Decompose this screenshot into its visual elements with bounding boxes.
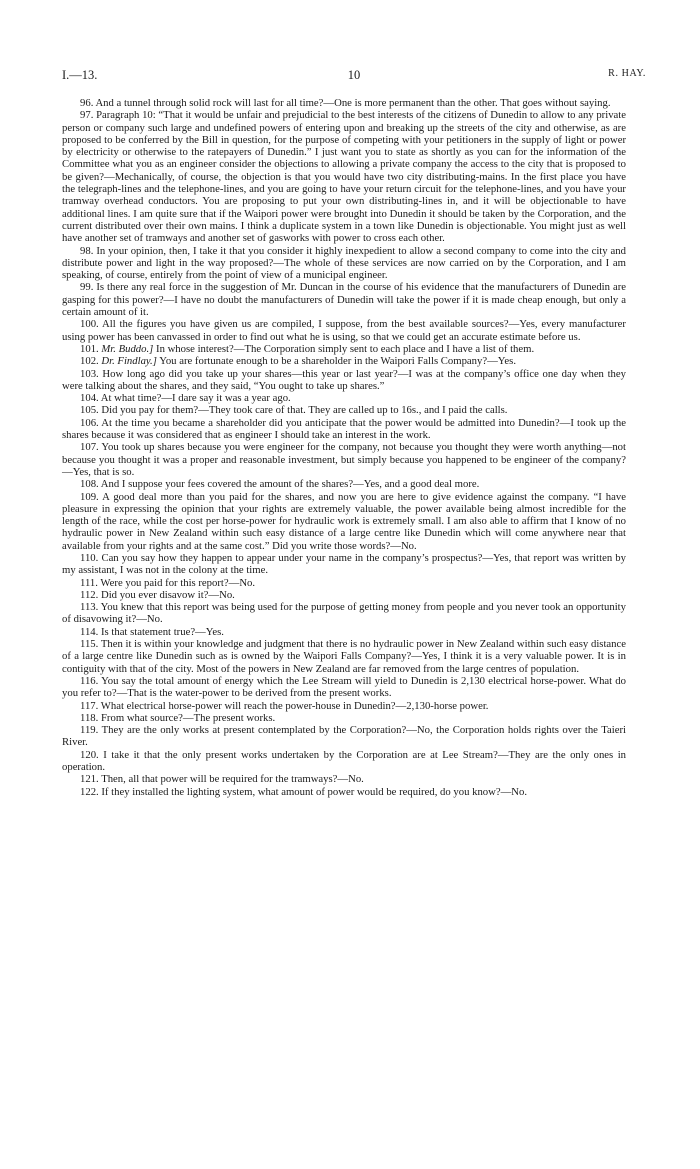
question-text: Paragraph 10: “That it would be unfair and prejudicial to the best interests of the citizens of Dunedin to allow to any private person or company such large and undefined powers of entering upon and breaking up the streets of the city and otherwise, as are proposed to be conferred by the Bill in question, for the purpose of competing with your petitioners in the supply of light or power by electricity or otherwise to the ratepayers of Dunedin.” I just want you to state as shortly as you can for the information of the Committee what you as an engineer consider the objections to allowing a private company the access to the city that is proposed to be given?—Mechanically, of course, the objection is that you would have two city distributing-mains. In the first place you have the telegraph-lines and the telephone-lines, and you are going to have your return circuit for the telephone-lines, and you have your tramway overhead conductors. You are proposing to put your own distributing-lines in, and it will be objectionable to have additional lines. I am quite sure that if the Waipori power were brought into Dunedin it should be taken by the Corporation, and the current distributed over their own mains. I think a duplicate system in a town like Dunedin is objectionable. You might just as well have another set of tramways and another set of gasworks with power to cross each other. [62, 109, 626, 245]
question-text: In whose interest?—The Corporation simply sent to each place and I have a list of them. [156, 342, 535, 355]
question-paragraph [62, 712, 626, 724]
question-paragraph [62, 318, 626, 343]
question-paragraph [62, 773, 626, 785]
question-text: Did you ever disavow it?—No. [100, 588, 235, 601]
question-text: You are fortunate enough to be a shareholder in the Waipori Falls Company?—Yes. [159, 355, 516, 368]
question-paragraph [62, 601, 626, 626]
question-number: 96. [80, 97, 94, 109]
question-number: 106. [80, 416, 99, 429]
question-paragraph [62, 441, 626, 478]
question-paragraph [62, 552, 626, 577]
question-text: From what source?—The present works. [100, 711, 276, 724]
question-number: 107. [80, 441, 99, 454]
question-text: I take it that the only present works undertaken by the Corporation are at Lee Stream?—They are the only ones in operation. [62, 748, 627, 774]
question-number: 101. [80, 342, 99, 355]
question-text: You say the total amount of energy which the Lee Stream will yield to Dunedin is 2,130 electrical horse-power. What do you refer to?—That is the water-power to be derived from the present works. [62, 674, 626, 700]
question-text: Were you paid for this report?—No. [100, 576, 256, 589]
question-paragraph [62, 577, 626, 589]
question-text: A good deal more than you paid for the shares, and now you are here to give evidence against the company. “I have pleasure in expressing the opinion that your rights are extremely valuable, the power available being almost incredible for the length of the race, while the cost per horse-power for hydraulic work is extremely small. I am also able to affirm that I know of no hydraulic power in New Zealand within such easy distance of a large centre like Dunedin which will come anywhere near that available from your rights and at the same cost.” Did you write those words?—No. [62, 490, 626, 552]
question-number: 103. [80, 367, 99, 380]
question-number: 121. [80, 773, 99, 786]
page-header [62, 68, 646, 84]
question-number: 102. [80, 355, 99, 368]
question-text: And I suppose your fees covered the amount of the shares?—Yes, and a good deal more. [100, 478, 480, 491]
question-paragraph [62, 724, 626, 749]
question-number: 115. [80, 638, 99, 651]
question-text: If they installed the lighting system, what amount of power would be required, do you know?—No. [101, 785, 528, 798]
witness-name: R. HAY. [608, 68, 646, 79]
question-paragraph [62, 626, 626, 638]
question-paragraph [62, 355, 626, 367]
question-number: 113. [80, 601, 99, 614]
question-text: You took up shares because you were engineer for the company, not because you thought they were worth anything—not because you thought it was a proper and reasonable investment, but simply because you happened to be engineer of the company?—Yes, that is so. [62, 441, 626, 478]
question-number: 116. [80, 674, 99, 687]
question-number: 114. [80, 625, 99, 638]
question-text: All the figures you have given us are compiled, I suppose, from the best available sources?—Yes, every manufacturer using power has been canvassed in order to find out what he is using, so that we could get an accurate estimate before us. [62, 318, 626, 343]
question-text: Then, all that power will be required for the tramways?—No. [101, 773, 364, 786]
question-number: 119. [80, 724, 99, 737]
question-number: 97. [80, 109, 94, 122]
question-paragraph [62, 368, 626, 393]
question-number: 117. [80, 699, 99, 712]
question-paragraph [62, 478, 626, 490]
question-number: 104. [80, 392, 99, 405]
question-paragraph [62, 638, 626, 675]
question-text: Can you say how they happen to appear under your name in the company’s prospectus?—Yes, that report was written by my assistant, I was not in the colony at the time. [62, 551, 626, 577]
question-number: 110. [80, 551, 99, 564]
speaker-label: Mr. Buddo.] [101, 342, 154, 355]
question-text: Did you pay for them?—They took care of that. They are called up to 16s., and I paid the calls. [101, 404, 508, 417]
question-number: 122. [80, 785, 99, 798]
question-paragraph [62, 343, 626, 355]
question-number: 111. [80, 576, 98, 589]
question-number: 100. [80, 318, 99, 331]
question-text: At what time?—I dare say it was a year ago. [100, 392, 291, 405]
speaker-label: Dr. Findlay.] [101, 355, 157, 368]
question-paragraph [62, 109, 626, 244]
question-paragraph [62, 491, 626, 552]
question-text: And a tunnel through solid rock will last for all time?—One is more permanent than the other. That goes without saying. [95, 97, 611, 109]
question-text: Then it is within your knowledge and judgment that there is no hydraulic power in New Zealand within such easy distance of a large centre like Dunedin such as is owned by the Waipori Falls Company?—Yes, I think it is a very valuable power. It is in contiguity with that of the city. Most of the powers in New Zealand are far removed from the large centres of population. [62, 638, 626, 675]
question-paragraph [62, 245, 626, 282]
question-text: Is that statement true?—Yes. [100, 625, 224, 638]
question-paragraph [62, 786, 626, 798]
question-number: 112. [80, 588, 99, 601]
question-paragraph [62, 404, 626, 416]
question-number: 98. [80, 244, 94, 257]
question-text: At the time you became a shareholder did you anticipate that the power would be admitted into Dunedin?—I took up the shares because it was considered that as engineer I should take an interest in the work. [62, 416, 626, 442]
question-number: 118. [80, 711, 99, 724]
question-number: 108. [80, 478, 99, 491]
question-text: Is there any real force in the suggestion of Mr. Duncan in the course of his evidence that the manufacturers of Dunedin are gasping for this power?—I have no doubt the manufacturers of Dunedin will take the power if it is made cheap enough, but only a certain amount of it. [62, 281, 627, 319]
question-paragraph [62, 700, 626, 712]
question-paragraph [62, 589, 626, 601]
question-paragraph [62, 675, 626, 700]
question-paragraph [62, 749, 626, 774]
question-number: 99. [80, 281, 94, 294]
question-text: In your opinion, then, I take it that you consider it highly inexpedient to allow a second company to come into the city and distribute power and light in the way proposed?—The whole of these services are now carried on by the Corporation, and I am speaking, of course, entirely from the point of view of a municipal engineer. [62, 244, 626, 282]
question-text: They are the only works at present contemplated by the Corporation?—No, the Corporation holds rights over the Taieri River. [62, 724, 627, 749]
evidence-body [62, 97, 626, 798]
question-paragraph [62, 392, 626, 404]
question-text: What electrical horse-power will reach the power-house in Dunedin?—2,130-horse power. [100, 699, 489, 712]
question-number: 105. [80, 404, 99, 417]
page-number: 10 [347, 68, 361, 82]
question-text: You knew that this report was being used for the purpose of getting money from people and you never took an opportunity of disavowing it?—No. [62, 601, 626, 626]
document-reference: I.—13. [62, 68, 98, 82]
question-number: 120. [80, 748, 99, 761]
question-paragraph [62, 97, 626, 109]
question-number: 109. [80, 490, 99, 503]
question-text: How long ago did you take up your shares—this year or last year?—I was at the company’s office one day when they were talking about the shares, and they said, “You ought to take up shares.” [62, 367, 626, 392]
question-paragraph [62, 281, 626, 318]
question-paragraph [62, 417, 626, 442]
